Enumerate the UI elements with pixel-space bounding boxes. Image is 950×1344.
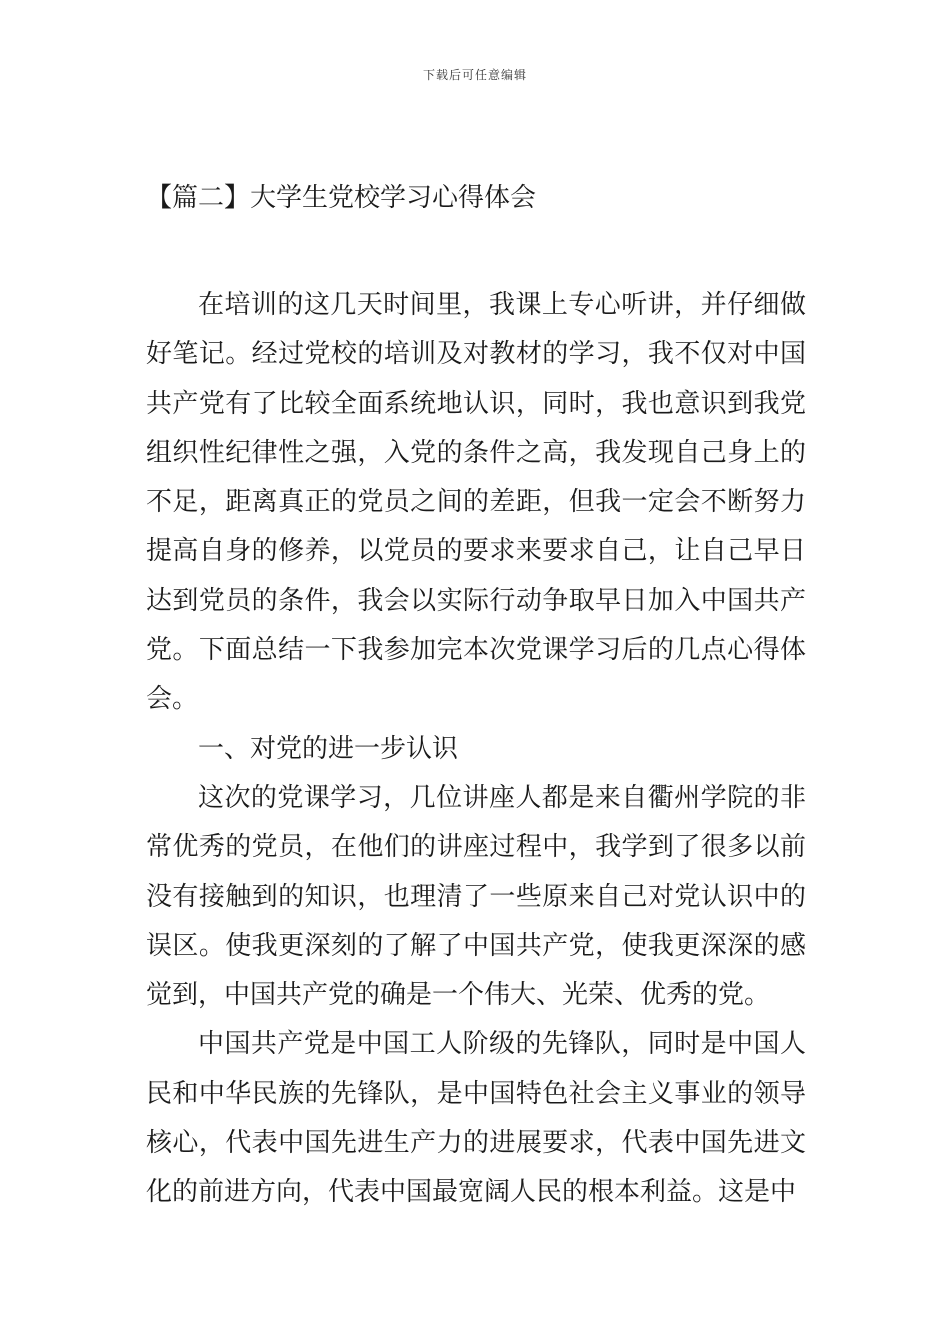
section-heading: 一、对党的进一步认识 xyxy=(198,733,459,764)
page-header: 下载后可任意编辑 xyxy=(422,68,527,82)
document-title: 【篇二】大学生党校学习心得体会 xyxy=(146,183,537,213)
paragraph-intro: 在培训的这几天时间里，我课上专心听讲，并仔细做好笔记。经过党校的培训及对教材的学习，我不仅对中国共产党有了比较全面系统地认识，同时，我也意识到我党组织性纪律性之强，入党的条件之高，我发现自己身上的不足，距离真正的党员之间的差距，但我一定会不断努力提高自身的修养，以党员的要求来要求自己，让自己早日达到党员的条件，我会以实际行动争取早日加入中国共产党。下面总结一下我参加完本次党课学习后的几点心得体会。 xyxy=(146,290,806,715)
paragraph-party-nature: 中国共产党是中国工人阶级的先锋队，同时是中国人民和中华民族的先锋队，是中国特色社会主义事业的领导核心，代表中国先进生产力的进展要求，代表中国先进文化的前进方向，代表中国最宽阔人民的根本利益。这是中 xyxy=(146,1029,806,1208)
document-body xyxy=(146,281,806,1218)
paragraph-lecture: 这次的党课学习，几位讲座人都是来自衢州学院的非常优秀的党员，在他们的讲座过程中，我学到了很多以前没有接触到的知识，也理清了一些原来自己对党认识中的误区。使我更深刻的了解了中国共产党，使我更深深的感觉到，中国共产党的确是一个伟大、光荣、优秀的党。 xyxy=(146,782,806,1011)
